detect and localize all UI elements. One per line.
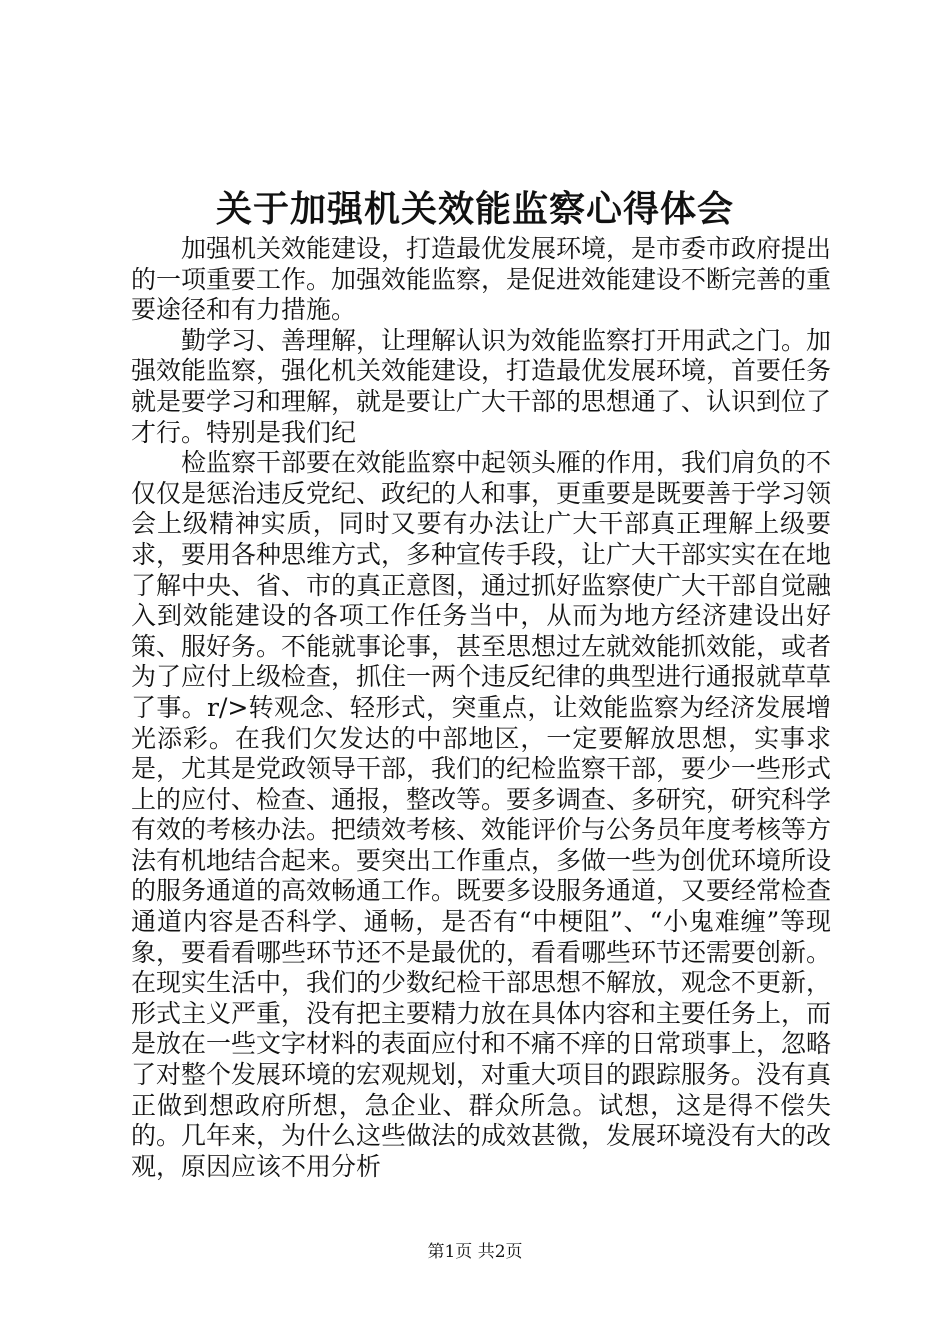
page-footer: 第1页 共2页 <box>427 1242 523 1262</box>
document-title: 关于加强机关效能监察心得体会 <box>215 188 734 230</box>
paragraph: 检监察干部要在效能监察中起领头雁的作用，我们肩负的不仅仅是惩治违反党纪、政纪的人和事，更重要是既要善于学习领会上级精神实质，同时又要有办法让广大干部真正理解上级要求，要用各种思维方式，多种宣传手段，让广大干部实实在在地了解中央、省、市的真正意图，通过抓好监察使广大干部自觉融入到效能建设的各项工作任务当中，从而为地方经济建设出好策、服好务。不能就事论事，甚至思想过左就效能抓效能，或者为了应付上级检查，抓住一两个违反纪律的典型进行通报就草草了事。r/>转观念、轻形式，突重点，让效能监察为经济发展增光添彩。在我们欠发达的中部地区，一定要解放思想，实事求是，尤其是党政领导干部，我们的纪检监察干部，要少一些形式上的应付、检查、通报，整改等。要多调查、多研究，研究科学有效的考核办法。把绩效考核、效能评价与公务员年度考核等方法有机地结合起来。要突出工作重点，多做一些为创优环境所设的服务通道的高效畅通工作。既要多设服务通道，又要经常检查通道内容是否科学、通畅，是否有“中梗阻”、“小鬼难缠”等现象，要看看哪些环节还不是最优的，看看哪些环节还需要创新。在现实生活中，我们的少数纪检干部思想不解放，观念不更新，形式主义严重，没有把主要精力放在具体内容和主要任务上，而是放在一些文字材料的表面应付和不痛不痒的日常琐事上，忽略了对整个发展环境的宏观规划，对重大项目的跟踪服务。没有真正做到想政府所想，急企业、群众所急。试想，这是得不偿失的。几年来，为什么这些做法的成效甚微，发展环境没有大的改观，原因应该不用分析 <box>131 448 832 1181</box>
document-body <box>131 234 831 1182</box>
paragraph: 勤学习、善理解，让理解认识为效能监察打开用武之门。加强效能监察，强化机关效能建设，打造最优发展环境，首要任务就是要学习和理解，就是要让广大干部的思想通了、认识到位了才行。特别是我们纪 <box>131 325 832 447</box>
paragraph: 加强机关效能建设，打造最优发展环境，是市委市政府提出的一项重要工作。加强效能监察，是促进效能建设不断完善的重要途径和有力措施。 <box>131 234 832 325</box>
